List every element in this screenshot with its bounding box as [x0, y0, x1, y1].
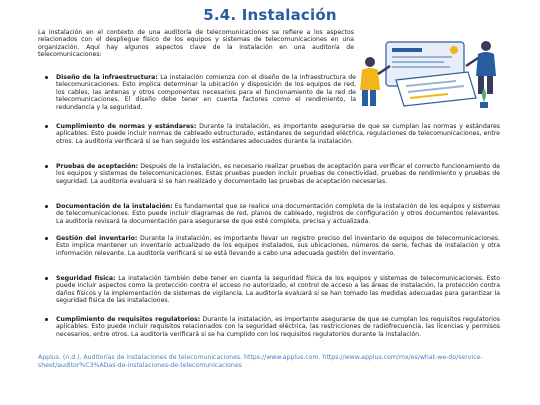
item-text: La instalación también debe tener en cuenta la seguridad física de los equipos y sistemas de telecomunicaciones. Esto puede incluir aspectos como la protección contra el acceso no autorizado, el control de acceso a las áreas de instalación, la protección contra daños físicos y la implementación de sistemas de vigilancia. La auditoría evaluará si se han tomado las medidas adecuadas para garantizar la seguridad física de las instalaciones.: [56, 275, 500, 305]
item-text: La instalación comienza con el diseño de la infraestructura de telecomunicaciones. Esto implica determinar la ubicación y disposición de los equipos de red, los cables, las antenas y otros componentes necesarios para el funcionamiento de la red de telecomunicaciones. El diseño debe tener en cuenta factores como el rendimiento, la redundancia y la seguridad.: [56, 74, 356, 111]
bullet-icon: [45, 125, 48, 128]
item-label: Gestión del inventario:: [56, 235, 138, 242]
list-item: [38, 316, 500, 338]
list-item: [38, 163, 500, 185]
reference-link[interactable]: Applus. (n.d.). Auditorías de instalaciones de telecomunicaciones. https://www.applus.com. https://www.applus.com/mx/es/what-we-do/service-sheet/auditor%C3%ADas-de-instalaciones-de-telecomunicaciones: [38, 354, 483, 369]
item-text: Después de la instalación, es necesario realizar pruebas de aceptación para verificar el correcto funcionamiento de los equipos y sistemas de telecomunicaciones. Estas pruebas pueden incluir pruebas de conectividad, pruebas de rendimiento y pruebas de seguridad. La auditoría evaluará si se han realizado y documentado las pruebas de aceptación necesarias.: [56, 163, 500, 185]
intro-paragraph: La instalación en el contexto de una auditoría de telecomunicaciones se refiere a los aspectos relacionados con el despliegue físico de los equipos y sistemas de telecomunicaciones en una organización. Aquí hay algunos aspectos clave de la instalación en una auditoría de telecomunicaciones:: [38, 29, 354, 58]
bullet-icon: [45, 318, 48, 321]
item-text: Durante la instalación, es importante asegurarse de que se cumplan las normas y estándares aplicables. Esto puede incluir normas de cableado estructurado, estándares de seguridad eléctrica, regulaciones de telecomunicaciones, entre otros. La auditoría verificará si se han seguido los estándares adecuados durante la instalación.: [56, 123, 500, 145]
bullet-icon: [45, 76, 48, 79]
list-item: [38, 123, 500, 145]
item-text: Es fundamental que se realice una documentación completa de la instalación de los equipos y sistemas de telecomunicaciones. Esto puede incluir diagramas de red, planos de cableado, registros de configuración y otros documentos relevantes. La auditoría revisará la documentación para asegurarse de que esté completa, precisa y actualizada.: [56, 203, 501, 225]
item-text: Durante la instalación, es importante asegurarse de que se cumplan los requisitos regulatorios aplicables. Esto puede incluir requisitos relacionados con la seguridad eléctrica, las restricciones de radiofrecuencia, las licencias y permisos necesarios, entre otros. La auditoría verificará si se ha cumplido con los requisitos regulatorios durante la instalación.: [56, 316, 500, 338]
bullet-icon: [45, 205, 48, 208]
item-label: Seguridad física:: [56, 275, 116, 282]
team-installing-screens-illustration: [356, 36, 502, 110]
list-item: [38, 203, 500, 225]
section-title: 5.4. Instalación: [203, 6, 337, 24]
list-item: [38, 275, 500, 305]
list-item: [38, 74, 356, 111]
item-label: Diseño de la infraestructura:: [56, 74, 158, 81]
item-text: Durante la instalación, es importante llevar un registro preciso del inventario de equipos de telecomunicaciones. Esto implica mantener un inventario actualizado de los equipos instalados, sus ubicaciones, números de serie, fechas de instalación y otra información relevante. La auditoría verificará si se está llevando a cabo una adecuada gestión del inventario.: [56, 235, 500, 257]
list-item: [38, 235, 500, 257]
bullet-icon: [45, 165, 48, 168]
bullet-icon: [45, 277, 48, 280]
item-label: Pruebas de aceptación:: [56, 163, 139, 170]
bullet-icon: [45, 237, 48, 240]
item-label: Cumplimiento de requisitos regulatorios:: [56, 316, 201, 323]
item-label: Documentación de la instalación:: [56, 203, 173, 210]
item-label: Cumplimiento de normas y estándares:: [56, 123, 197, 130]
